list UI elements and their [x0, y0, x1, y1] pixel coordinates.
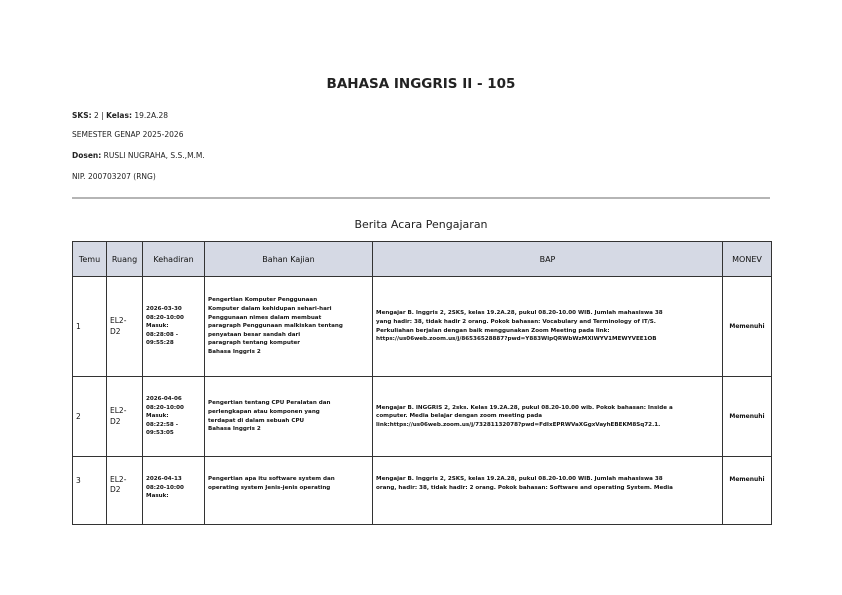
header-monev: MONEV [723, 242, 772, 277]
header-bap: BAP [373, 242, 723, 277]
kelas-label: Kelas: [106, 111, 132, 120]
cell-kehadiran: 2026-04-13 08:20-10:00 Masuk: [143, 457, 205, 525]
table-row [73, 377, 772, 457]
cell-temu: 2 [73, 377, 107, 457]
table-header-row [73, 242, 772, 277]
cell-bap: Mengajar B. Inggris 2, 2SKS, kelas 19.2A.28, pukul 08.20-10.00 WIB. Jumlah mahasiswa 38 yang hadir: 38, tidak hadir 2 orang. Pokok bahasan: Vocabulary and Terminology of IT/S. Perkuliahan berjalan dengan baik menggunakan Zoom Meeting pada link: https://us06web.zoom.us/j/86536528887?pwd=Y883WlpQRWbWzMXlWYV1MEWYVEE1OB [373, 277, 723, 377]
cell-monev: Memenuhi [723, 277, 772, 377]
header-kehadiran: Kehadiran [143, 242, 205, 277]
cell-kehadiran: 2026-03-30 08:20-10:00 Masuk: 08:28:08 - 09:55:28 [143, 277, 205, 377]
sks-kelas-line [72, 111, 168, 120]
cell-kehadiran: 2026-04-06 08:20-10:00 Masuk: 08:22:58 - 09:53:05 [143, 377, 205, 457]
kelas-value: 19.2A.28 [134, 111, 168, 120]
header-bahan-kajian: Bahan Kajian [205, 242, 373, 277]
nip-line: NIP. 200703207 (RNG) [72, 172, 156, 181]
cell-monev: Memenuhi [723, 457, 772, 525]
header-ruang: Ruang [107, 242, 143, 277]
cell-bahan-kajian: Pengertian tentang CPU Peralatan dan perlengkapan atau komponen yang terdapat di dalam sebuah CPU Bahasa Inggris 2 [205, 377, 373, 457]
header-temu: Temu [73, 242, 107, 277]
cell-ruang: EL2- D2 [107, 277, 143, 377]
table-row [73, 277, 772, 377]
semester-line: SEMESTER GENAP 2025-2026 [72, 130, 184, 139]
section-title: Berita Acara Pengajaran [354, 218, 488, 231]
table-row [73, 457, 772, 525]
divider [72, 197, 770, 199]
cell-temu: 1 [73, 277, 107, 377]
cell-bap: Mengajar B. INGGRIS 2, 2sks. Kelas 19.2A.28, pukul 08.20-10.00 wib. Pokok bahasan: Inside a computer. Media belajar dengan zoom meeting pada link:https://us06web.zoom.us/j/73281132078?pwd=FdIxEPRWVaXGgxVayhEBEKM8Sq72.1. [373, 377, 723, 457]
cell-bap: Mengajar B. Inggris 2, 2SKS, kelas 19.2A.28, pukul 08.20-10.00 WIB. Jumlah mahasiswa 38 orang, hadir: 38, tidak hadir: 2 orang. Pokok bahasan: Software and operating System. Media [373, 457, 723, 525]
cell-bahan-kajian: Pengertian apa itu software system dan operating system Jenis-jenis operating [205, 457, 373, 525]
sks-value: 2 | [94, 111, 104, 120]
page-title: BAHASA INGGRIS II - 105 [326, 76, 516, 92]
bap-table [72, 241, 772, 525]
cell-monev: Memenuhi [723, 377, 772, 457]
dosen-value: RUSLI NUGRAHA, S.S.,M.M. [103, 151, 205, 160]
cell-ruang: EL2- D2 [107, 457, 143, 525]
dosen-label: Dosen: [72, 151, 102, 160]
sks-label: SKS: [72, 111, 92, 120]
dosen-line [72, 151, 205, 160]
cell-temu: 3 [73, 457, 107, 525]
cell-bahan-kajian: Pengertian Komputer Penggunaan Komputer dalam kehidupan sehari-hari Penggunaan nimes dalam membuat paragraph Penggunaan malkiskan tentang penyataan besar sandah dari paragraph tentang komputer Bahasa Inggris 2 [205, 277, 373, 377]
cell-ruang: EL2- D2 [107, 377, 143, 457]
